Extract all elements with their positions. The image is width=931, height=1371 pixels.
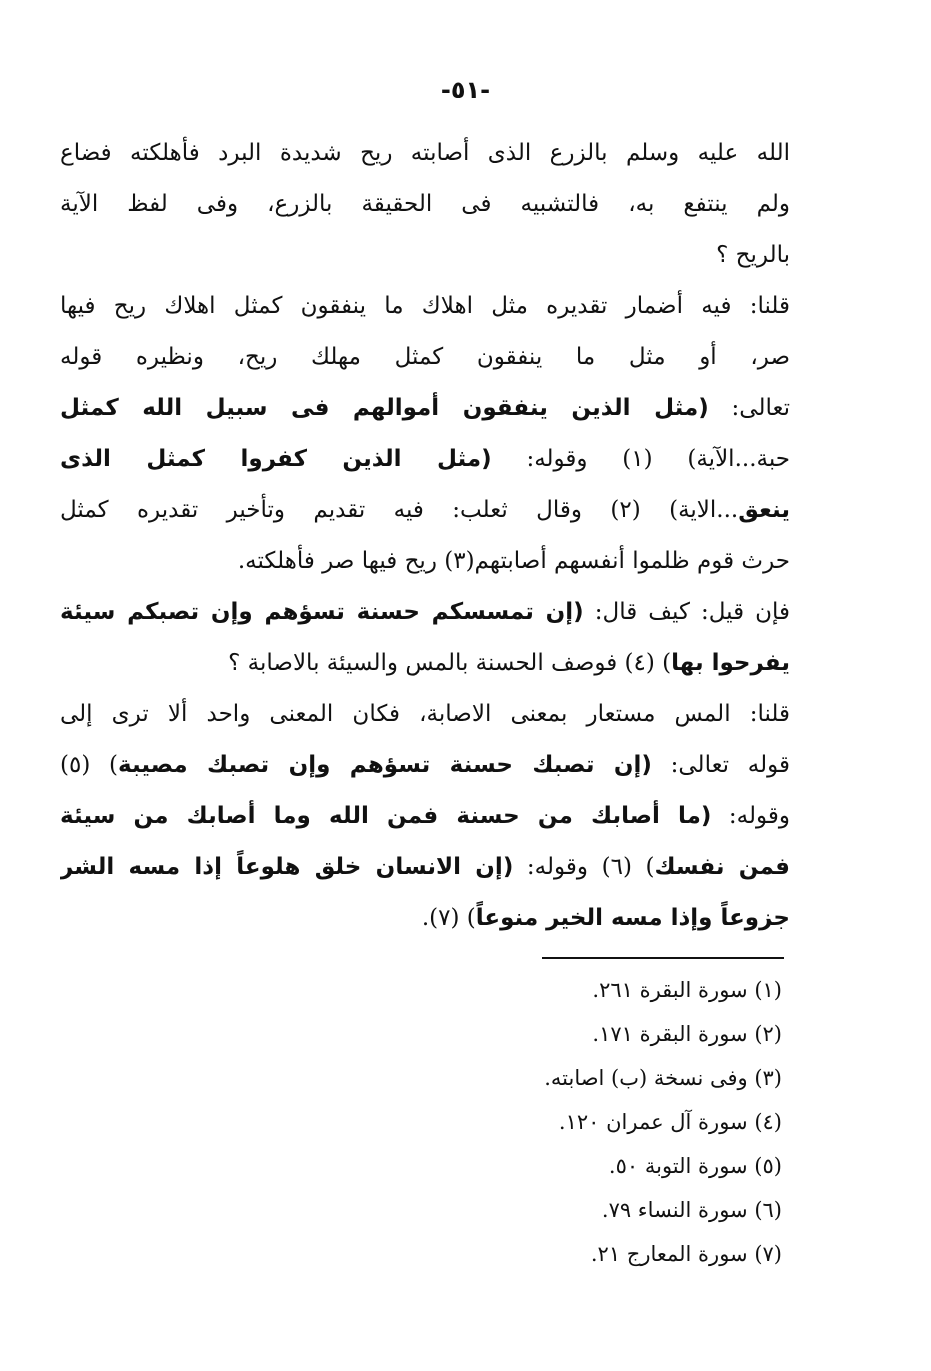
text-segment: الله عليه وسلم بالزرع الذى أصابته ريح شديدة البرد فأهلكته فضاع [60, 140, 790, 166]
text-line [60, 332, 790, 383]
page-number: -٥١- [440, 76, 491, 104]
text-line [60, 281, 790, 332]
text-line [60, 842, 790, 893]
text-segment: قلنا: المس مستعار بمعنى الاصابة، فكان المعنى واحد ألا ترى إلى [60, 701, 790, 727]
quran-quote: (ما أصابك من حسنة فمن الله وما أصابك من سيئة [60, 803, 712, 829]
footnote: (٥) سورة التوبة ٥٠. [608, 1154, 782, 1178]
text-segment: ) (٥) [60, 752, 119, 778]
text-segment: تعالى: [708, 395, 790, 421]
text-segment: حرث قوم ظلموا أنفسهم أصابتهم(٣) ريح فيها صر فأهلكته. [237, 548, 790, 574]
footnote: (٧) سورة المعارج ٢١. [590, 1242, 782, 1266]
text-segment: بالريح ؟ [716, 242, 790, 268]
quran-quote: ينعق [738, 497, 790, 523]
body-text [60, 128, 790, 944]
text-line [60, 128, 790, 179]
footnote: (٦) سورة النساء ٧٩. [601, 1198, 782, 1222]
text-line [60, 179, 790, 230]
quran-quote: (مثل الذين كفروا كمثل الذى [60, 446, 492, 472]
footnote-divider [542, 957, 784, 959]
footnote: (٤) سورة آل عمران ١٢٠. [558, 1110, 782, 1134]
text-segment: ) (٧). [421, 905, 476, 931]
quran-quote: يفرحوا بها [671, 650, 790, 676]
text-line [60, 230, 790, 281]
text-segment: قوله تعالى: [651, 752, 790, 778]
text-segment: وقوله: [711, 803, 790, 829]
text-segment: ) (٤) فوصف الحسنة بالمس والسيئة بالاصابة ؟ [228, 650, 672, 676]
text-line [60, 536, 790, 587]
quran-quote: (إن تمسسكم حسنة تسؤهم وإن تصبكم سيئة [60, 599, 584, 625]
text-line [60, 587, 790, 638]
quran-quote: (مثل الذين ينفقون أموالهم فى سبيل الله كمثل [60, 395, 709, 421]
text-line [60, 689, 790, 740]
text-segment: فإن قيل: كيف قال: [583, 599, 790, 625]
quran-quote: (إن الانسان خلق هلوعاً إذا مسه الشر [60, 854, 514, 880]
text-line [60, 434, 790, 485]
text-line [60, 485, 790, 536]
footnotes [300, 968, 782, 1276]
text-line [60, 740, 790, 791]
quran-quote: (إن تصبك حسنة تسؤهم وإن تصبك مصيبة [118, 752, 652, 778]
text-line [60, 383, 790, 434]
text-segment: حبة...الآية) (١) وقوله: [491, 446, 790, 472]
text-segment: ...الاية) (٢) وقال ثعلب: فيه تقديم وتأخير تقديره كمثل [60, 497, 739, 523]
quran-quote: فمن نفسك [654, 854, 790, 880]
footnote: (٢) سورة البقرة ١٧١. [592, 1022, 782, 1046]
text-segment: صر، أو مثل ما ينفقون كمثل مهلك ريح، ونظيره قوله [60, 344, 790, 370]
footnote: (١) سورة البقرة ٢٦١. [592, 978, 782, 1002]
text-segment: ) (٦) وقوله: [513, 854, 655, 880]
text-segment: قلنا: فيه أضمار تقديره مثل اهلاك ما ينفقون كمثل اهلاك ريح فيها [60, 293, 790, 319]
quran-quote: جزوعاً وإذا مسه الخير منوعاً [475, 905, 790, 931]
text-line [60, 893, 790, 944]
text-line [60, 638, 790, 689]
footnote: (٣) وفى نسخة (ب) اصابته. [544, 1066, 782, 1090]
text-segment: ولم ينتفع به، فالتشبيه فى الحقيقة بالزرع، وفى لفظ الآية [60, 191, 790, 217]
text-line [60, 791, 790, 842]
